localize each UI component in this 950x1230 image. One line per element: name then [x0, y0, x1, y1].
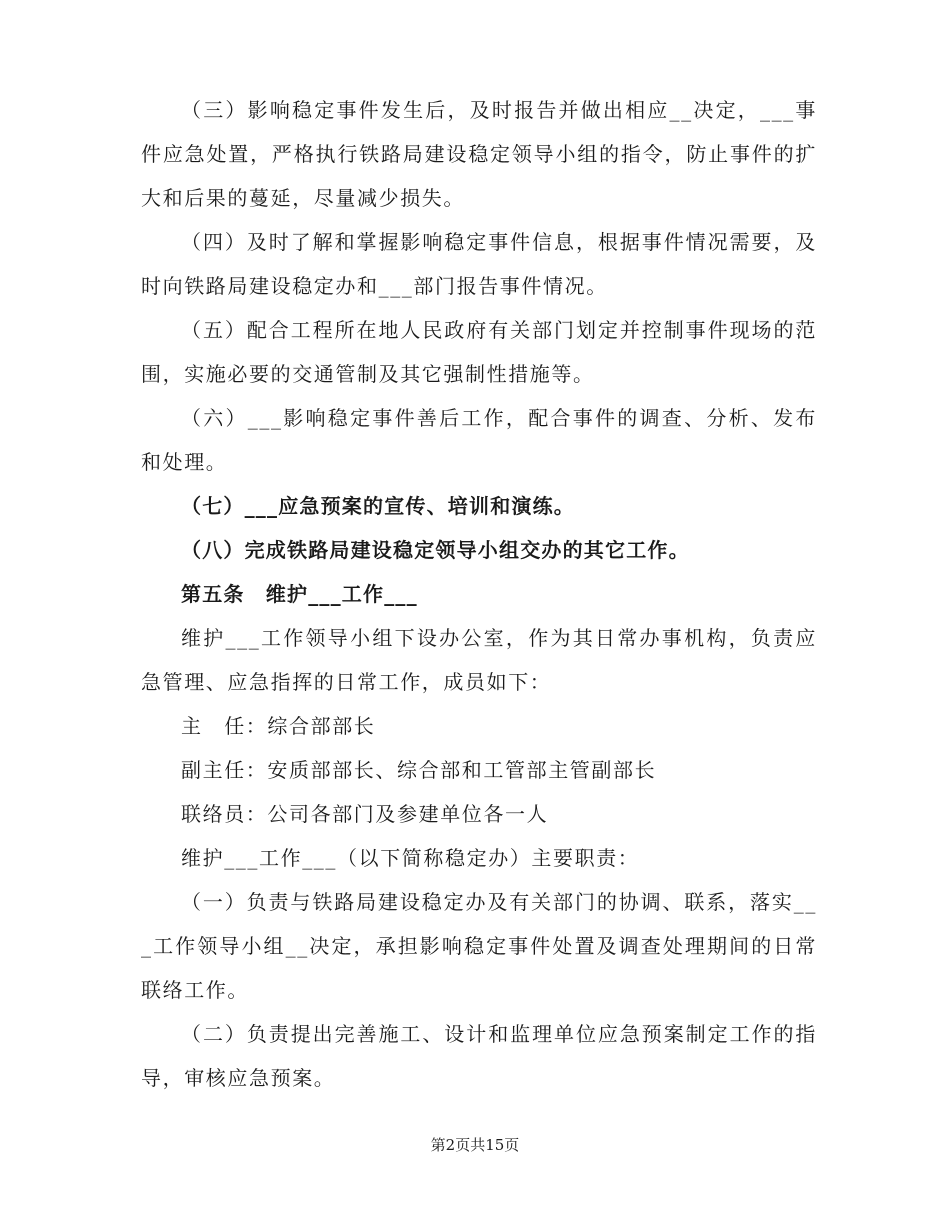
- duty-item-2: （二）负责提出完善施工、设计和监理单位应急预案制定工作的指导，审核应急预案。: [141, 1022, 817, 1090]
- duty-item-1: （一）负责与铁路局建设稳定办及有关部门的协调、联系，落实___工作领导小组__决定，承担影响稳定事件处置及调查处理期间的日常联络工作。: [141, 890, 817, 1002]
- paragraph-item-5: （五）配合工程所在地人民政府有关部门划定并控制事件现场的范围，实施必要的交通管制及其它强制性措施等。: [141, 318, 817, 386]
- member-director: 主 任：综合部部长: [181, 714, 376, 738]
- paragraph-item-6: （六）___影响稳定事件善后工作，配合事件的调查、分析、发布和处理。: [141, 406, 817, 474]
- page-number-footer: 第2页共15页: [430, 1136, 520, 1154]
- office-paragraph: 维护___工作领导小组下设办公室，作为其日常办事机构，负责应急管理、应急指挥的日常工作，成员如下：: [141, 626, 817, 694]
- document-body: [141, 88, 817, 1100]
- paragraph-item-4: （四）及时了解和掌握影响稳定事件信息，根据事件情况需要，及时向铁路局建设稳定办和___部门报告事件情况。: [141, 230, 817, 298]
- paragraph-item-3: （三）影响稳定事件发生后，及时报告并做出相应__决定，___事件应急处置，严格执行铁路局建设稳定领导小组的指令，防止事件的扩大和后果的蔓延，尽量减少损失。: [141, 98, 817, 210]
- member-deputy: 副主任：安质部部长、综合部和工管部主管副部长: [181, 758, 657, 782]
- duties-intro: 维护___工作___（以下简称稳定办）主要职责：: [181, 846, 640, 870]
- paragraph-item-8: （八）完成铁路局建设稳定领导小组交办的其它工作。: [181, 538, 690, 562]
- member-liaison: 联络员：公司各部门及参建单位各一人: [181, 802, 549, 826]
- article-heading: 第五条 维护___工作___: [181, 582, 418, 606]
- paragraph-item-7: （七）___应急预案的宣传、培训和演练。: [181, 494, 575, 518]
